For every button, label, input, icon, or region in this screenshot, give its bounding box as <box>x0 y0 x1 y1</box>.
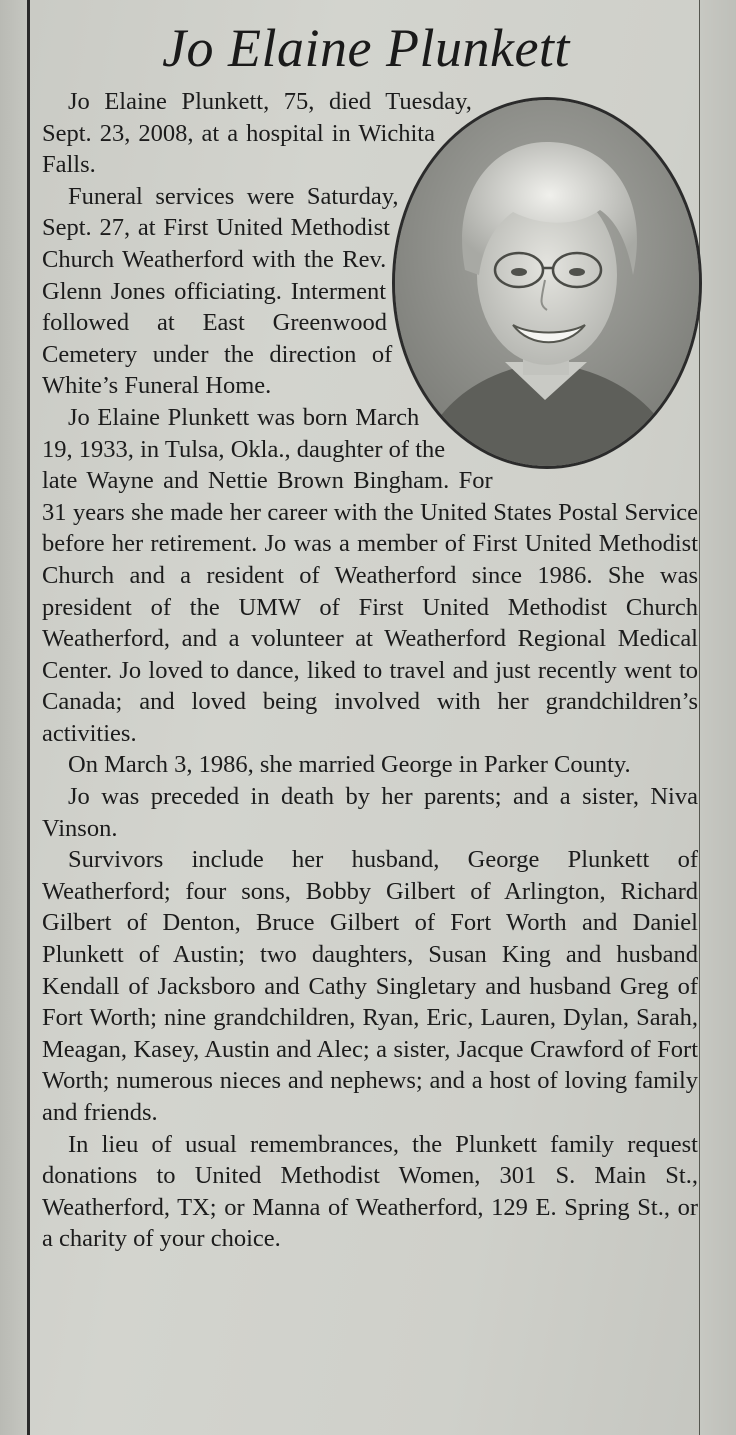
obituary-column <box>34 0 698 1435</box>
paragraph-survivors: Survivors include her husband, George Plunkett of Weatherford; four sons, Bobby Gilbert of Arlington, Richard Gilbert of Denton, Bruce Gilbert of Fort Worth and Daniel Plunkett of Austin; two daughters, Susan King and husband Kendall of Jacksboro and Cathy Singletary and husband Greg of Fort Worth; nine grandchildren, Ryan, Eric, Lauren, Dylan, Sarah, Meagan, Kasey, Austin and Alec; a sister, Jacque Crawford of Fort Worth; numerous nieces and nephews; and a host of loving family and friends. <box>42 846 698 1126</box>
paragraph-remembrances: In lieu of usual remembrances, the Plunkett family request donations to United Methodist Women, 301 S. Main St., Weatherford, TX; or Manna of Weatherford, 129 E. Spring St., or a charity of your choice. <box>42 1130 698 1253</box>
paragraph-biography: Jo Elaine Plunkett was born March 19, 1933, in Tulsa, Okla., daughter of the late Wayne and Nettie Brown Bingham. For 31 years she made her career with the United States Postal Service before her retirement. Jo was a member of First United Methodist Church and a resident of Weatherford since 1986. She was president of the UMW of First United Methodist Church Weatherford, and a volunteer at Weatherford Regional Medical Center. Jo loved to dance, liked to travel and just recently went to Canada; and loved being involved with her grandchildren’s activities. <box>42 403 698 747</box>
paragraph-death-notice: Jo Elaine Plunkett, 75, died Tuesday, Sept. 23, 2008, at a hospital in Wichita Falls. <box>42 88 472 179</box>
paragraph-marriage: On March 3, 1986, she married George in Parker County. <box>68 751 631 779</box>
paragraph-preceded-in-death: Jo was preceded in death by her parents; and a sister, Niva Vinson. <box>42 783 698 842</box>
column-rule-left <box>27 0 30 1435</box>
paragraph-funeral-services: Funeral services were Saturday, Sept. 27, at First United Methodist Church Weatherford with the Rev. Glenn Jones officiating. Interment followed at East Greenwood Cemetery under the direction of White’s Funeral Home. <box>42 182 399 400</box>
column-rule-right <box>699 0 700 1435</box>
adjacent-column-edge <box>0 0 28 1435</box>
obituary-body <box>42 86 698 1255</box>
obituary-title: Jo Elaine Plunkett <box>162 18 570 78</box>
page-margin-right <box>700 0 736 1435</box>
